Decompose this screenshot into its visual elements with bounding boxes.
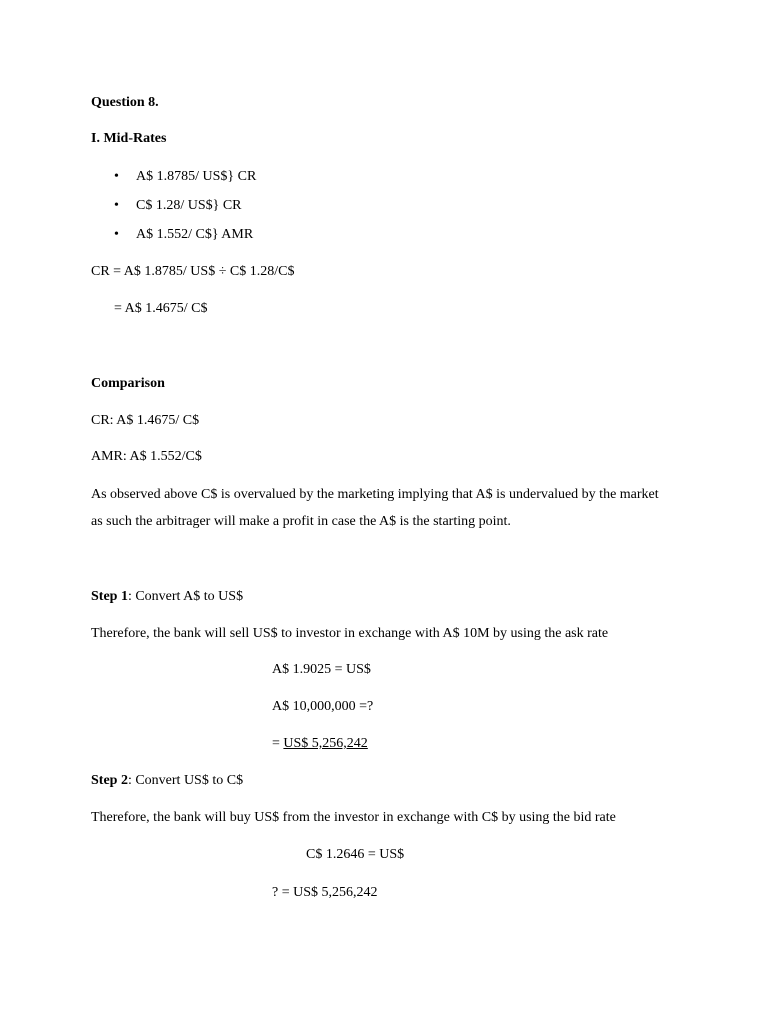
bullet-icon: • bbox=[114, 227, 119, 242]
mid-rate-text: A$ 1.8785/ US$} CR bbox=[136, 169, 257, 184]
step1-label: Step 1 bbox=[91, 589, 128, 604]
step1-line1: A$ 1.9025 = US$ bbox=[272, 662, 371, 677]
step1-title: : Convert A$ to US$ bbox=[127, 589, 244, 604]
cr-formula: CR = A$ 1.8785/ US$ ÷ C$ 1.28/C$ bbox=[91, 264, 295, 279]
step2-heading bbox=[91, 772, 243, 790]
step1-result-value: US$ 5,256,242 bbox=[283, 736, 368, 751]
step1-line2: A$ 10,000,000 =? bbox=[272, 699, 374, 714]
bullet-icon: • bbox=[114, 169, 119, 184]
bullet-icon: • bbox=[114, 198, 119, 213]
observation-paragraph: As observed above C$ is overvalued by the marketing implying that A$ is undervalued by the market as such the arbitrager will make a profit in case the A$ is the starting point. bbox=[91, 487, 659, 529]
question-title: Question 8. bbox=[91, 95, 159, 110]
step2-line2: ? = US$ 5,256,242 bbox=[272, 885, 378, 900]
step1-heading bbox=[91, 588, 243, 606]
comparison-cr: CR: A$ 1.4675/ C$ bbox=[91, 413, 200, 428]
step2-line1: C$ 1.2646 = US$ bbox=[306, 847, 405, 862]
mid-rates-heading: I. Mid-Rates bbox=[91, 131, 167, 146]
step2-label: Step 2 bbox=[91, 773, 128, 788]
step1-result-prefix: = bbox=[272, 736, 284, 751]
step1-description: Therefore, the bank will sell US$ to investor in exchange with A$ 10M by using the ask rate bbox=[91, 626, 609, 641]
cr-result: = A$ 1.4675/ C$ bbox=[114, 301, 208, 316]
step2-title: : Convert US$ to C$ bbox=[127, 773, 244, 788]
mid-rate-text: A$ 1.552/ C$} AMR bbox=[136, 227, 254, 242]
comparison-amr: AMR: A$ 1.552/C$ bbox=[91, 449, 202, 464]
step1-result bbox=[272, 735, 368, 753]
step2-description: Therefore, the bank will buy US$ from the investor in exchange with C$ by using the bid rate bbox=[91, 810, 616, 825]
mid-rate-text: C$ 1.28/ US$} CR bbox=[136, 198, 242, 213]
comparison-heading: Comparison bbox=[91, 376, 165, 391]
